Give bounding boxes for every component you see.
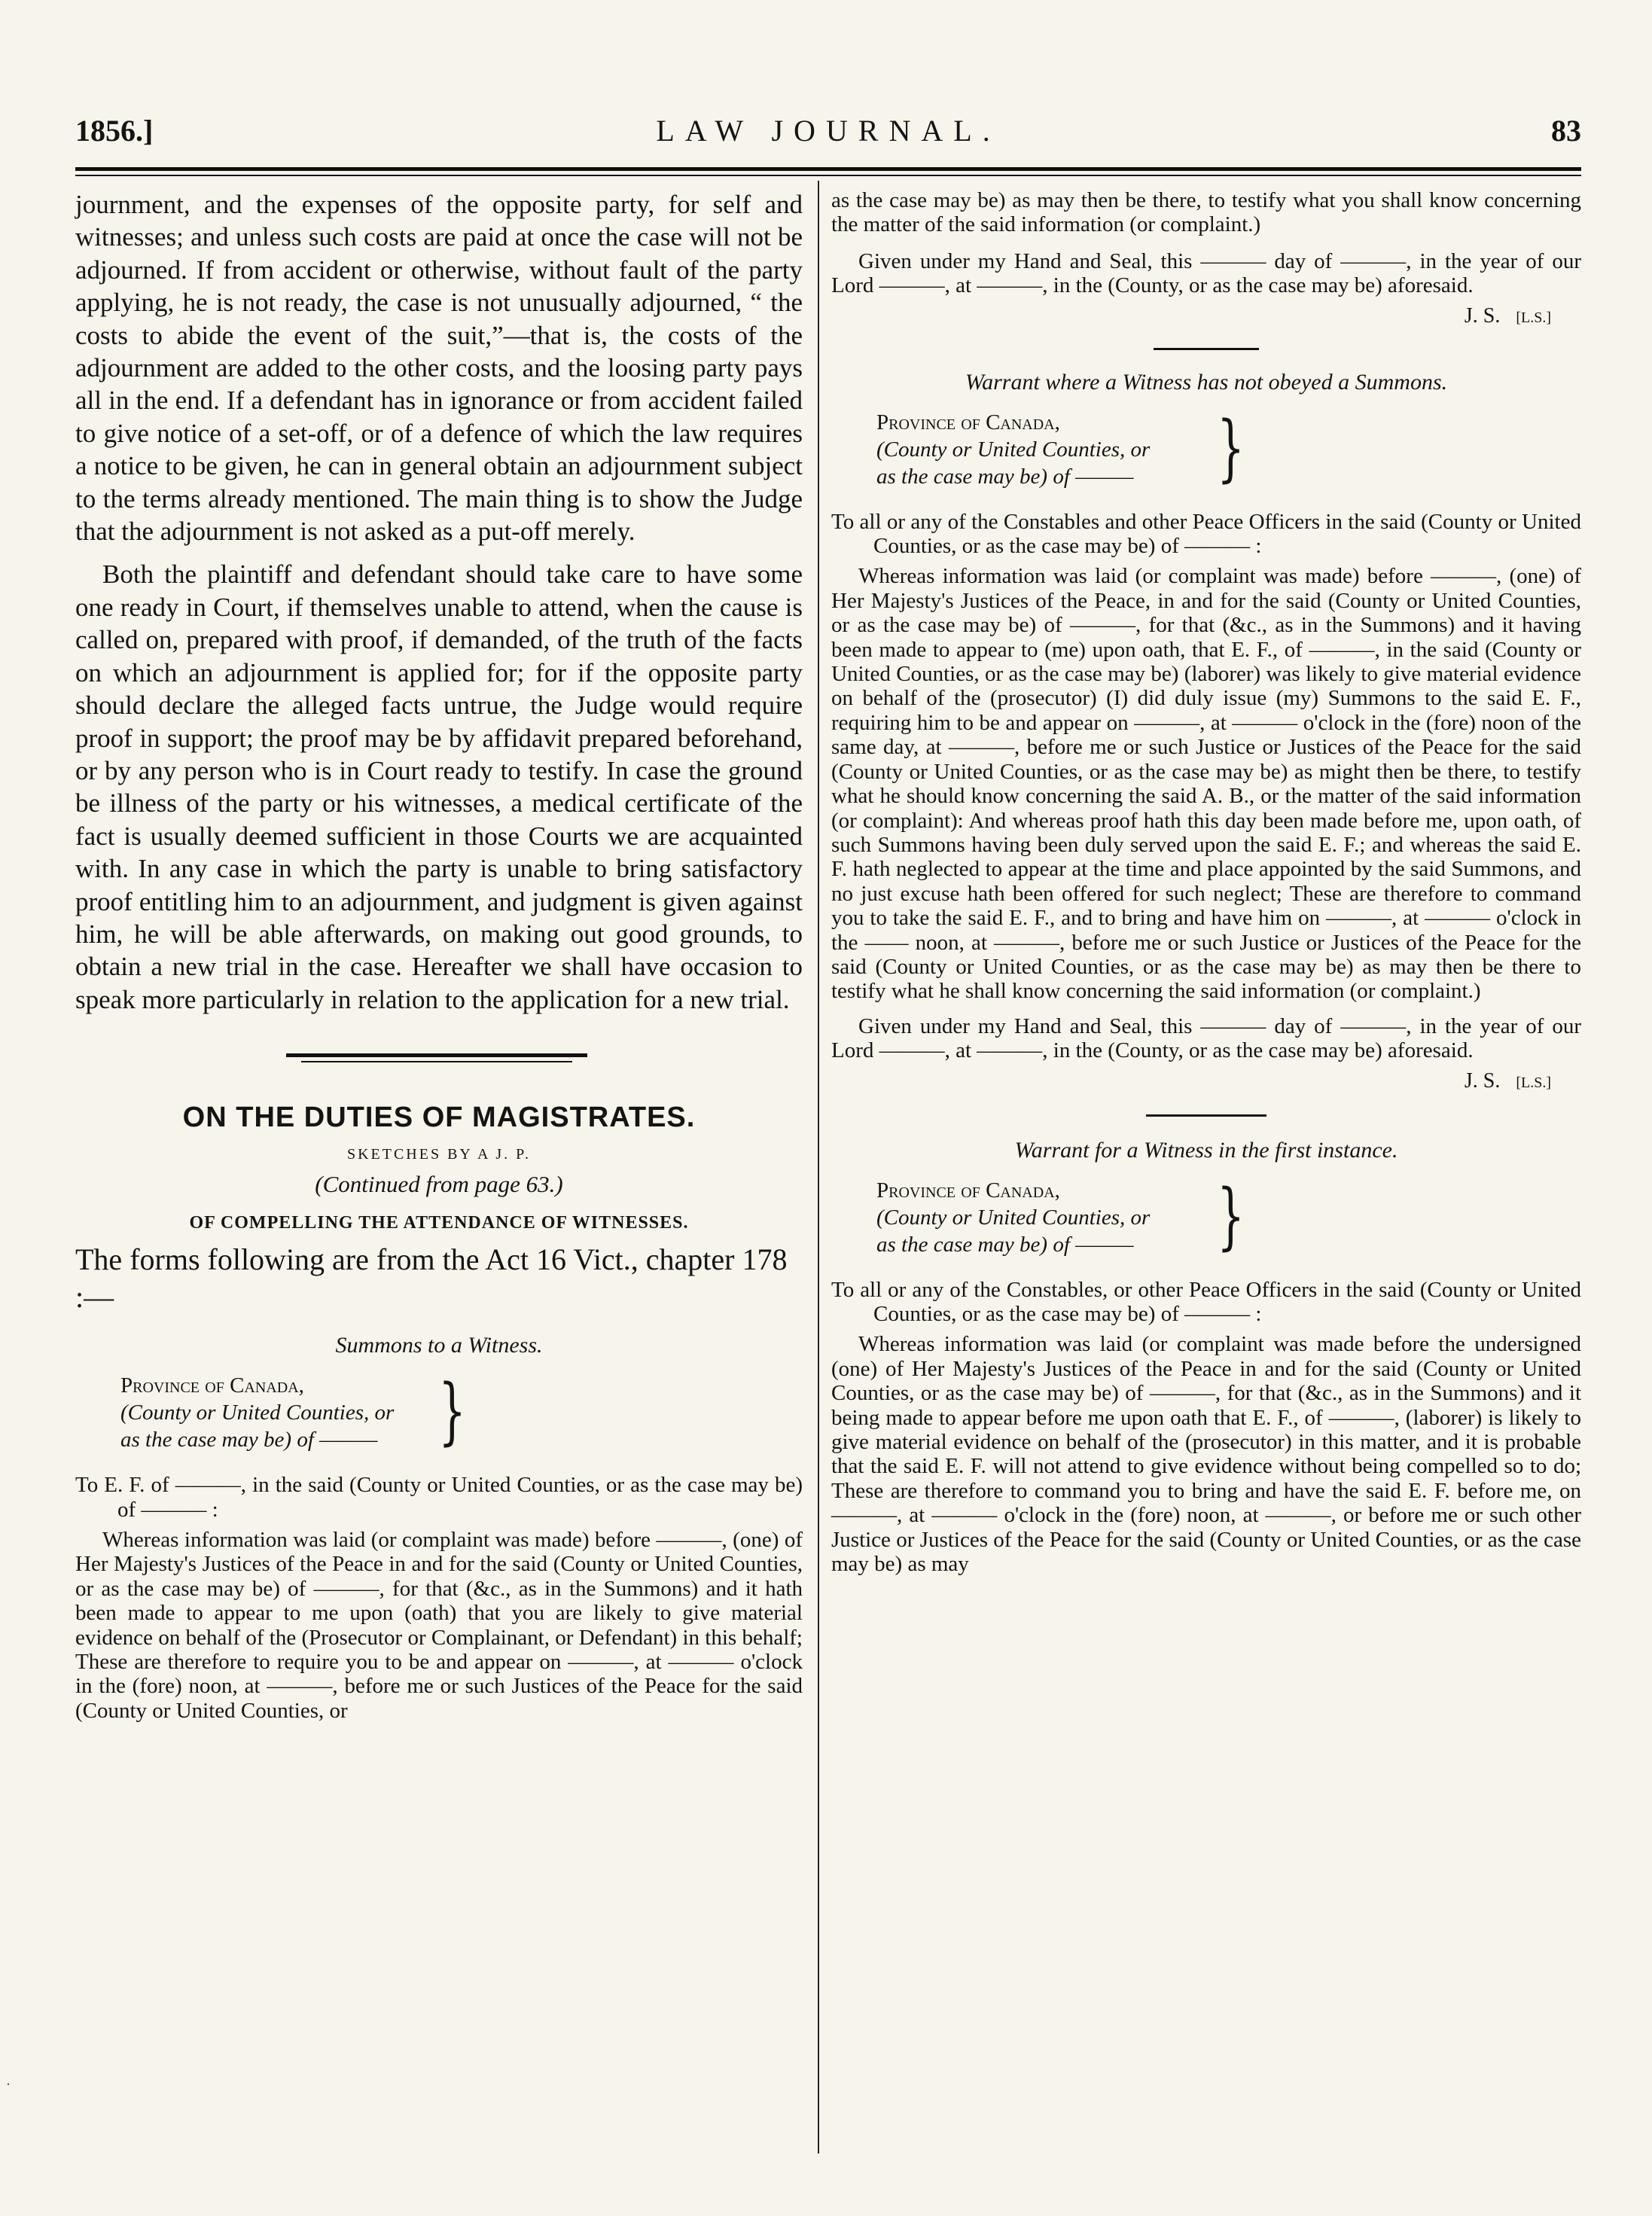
form-title-warrant-not-obeyed: Warrant where a Witness has not obeyed a Summons. xyxy=(965,369,1448,395)
venue-line-1: Province of Canada, xyxy=(120,1373,304,1398)
venue-block-3 xyxy=(876,1173,1581,1267)
warrant-address-1: To all or any of the Constables and other Peace Officers in the said (County or United Counties, or as the case may be) of ——— : xyxy=(831,509,1581,559)
subsection-heading: OF COMPELLING THE ATTENDANCE OF WITNESSES. xyxy=(189,1213,689,1233)
left-column xyxy=(75,188,803,1723)
venue2-line-2: (County or United Counties, or xyxy=(876,437,1151,462)
venue2-line-1: Province of Canada, xyxy=(876,410,1060,434)
venue3-line-1: Province of Canada, xyxy=(876,1178,1060,1202)
signature-2 xyxy=(831,1069,1551,1093)
right-column xyxy=(831,188,1581,1576)
form-title-warrant-first-instance: Warrant for a Witness in the first instance. xyxy=(1014,1137,1398,1163)
article-paragraph-1: journment, and the expenses of the opposite party, for self and witnesses; and unless such costs are paid at once the case will not be adjourned. If from accident or otherwise, without fault of the party applying, he is not ready, the case is not unusually adjourned, “ the costs to abide the event of the suit,”—that is, the costs of the adjournment are added to the other costs, and the loosing party pays all in the end. If a defendant has in ignorance or from accident failed to give notice of a set-off, or of a defence of which the law requires a notice to be given, he can in general obtain an adjournment subject to the terms already mentioned. The main thing is to show the Judge that the adjournment is not asked as a put-off merely. xyxy=(75,190,803,547)
summons-body: Whereas information was laid (or complaint was made) before ———, (one) of Her Majesty's Justices of the Peace in and for the said (County or United Counties, or as the case may be) of ———, for that (&c., as in the Summons) and it hath been made to appear to me upon (oath) that you are likely to give material evidence on behalf of the (Prosecutor or Complainant, or Defendant) in this behalf; These are therefore to require you to be and appear on ———, at ——— o'clock in the (fore) noon, at ———, before me or such Justices of the Peace for the said (County or United Counties, or xyxy=(75,1527,803,1723)
venue2-brace: } xyxy=(1217,405,1245,490)
byline: SKETCHES BY A J. P. xyxy=(346,1146,532,1163)
seal-mark-1: [L.S.] xyxy=(1516,309,1551,326)
signature-1 xyxy=(831,304,1551,328)
header-rule-thin xyxy=(75,175,1581,176)
venue-block-2 xyxy=(876,405,1581,499)
header-year: 1856.] xyxy=(75,114,154,148)
section-title: ON THE DUTIES OF MAGISTRATES. xyxy=(182,1102,696,1134)
header-title: LAW JOURNAL. xyxy=(656,114,1001,148)
signature-initials-1: J. S. xyxy=(1464,303,1501,328)
given-clause-1: Given under my Hand and Seal, this ——— day of ———, in the year of our Lord ———, at ———, in the (County, or as the case may be) aforesaid. xyxy=(831,248,1581,298)
venue-block xyxy=(120,1369,803,1462)
venue3-brace: } xyxy=(1217,1173,1245,1258)
seal-mark-2: [L.S.] xyxy=(1516,1074,1551,1091)
form-title-summons: Summons to a Witness. xyxy=(335,1333,543,1358)
form-separator-1 xyxy=(1154,348,1259,350)
running-head xyxy=(75,113,1581,158)
venue2-line-3: as the case may be) of ——— xyxy=(876,464,1134,489)
warrant-address-2: To all or any of the Constables, or other Peace Officers in the said (County or United Counties, or as the case may be) of ——— : xyxy=(831,1277,1581,1326)
warrant-body-1: Whereas information was laid (or complaint was made) before ———, (one) of Her Majesty's Justices of the Peace, in and for the said (County or United Counties, or as the case may be) of ———, for that (&c., as in the Summons) and it having been made to appear to (me) upon oath, that E. F., of ———, in the said (County or United Counties, or as the case may be) (laborer) was likely to give material evidence on behalf of the (prosecutor) (I) did duly issue (my) Summons to the said E. F., requiring him to be and appear on ———, at ——— o'clock in the (fore) noon of the same day, at ———, before me or such Justice or Justices of the Peace for the said (County or United Counties, or as the case may be) as might then be there, to testify what he should know concerning the said A. B., or the matter of the said information (or complaint): And whereas proof hath this day been made before me, upon oath, of such Summons having been duly served upon the said E. F.; and whereas the said E. F. hath neglected to appear at the time and place appointed by the said Summons, and no just excuse hath been offered for such neglect; These are therefore to command you to take the said E. F., and to bring and have him on ———, at ——— o'clock in the —— noon, at ———, before me or such Justice or Justices of the Peace for the said (County or United Counties, or as the case may be) as may then be there to testify what he shall know concerning the said information (or complaint.) xyxy=(831,564,1581,1004)
article-paragraph-2: Both the plaintiff and defendant should take care to have some one ready in Court, if themselves unable to attend, when the cause is called on, prepared with proof, if demanded, of the truth of the facts on which an adjournment is applied for; for if the opposite party should declare the alleged facts untrue, the Judge would require proof in support; the proof may be by affidavit prepared beforehand, or by any person who is in Court ready to testify. In case the ground be illness of the party or his witnesses, a medical certificate of the fact is usually deemed sufficient in those Courts we are acquainted with. In any case in which the party is unable to bring satisfactory proof entitling him to an adjournment, and judgment is given against him, he will be able afterwards, on making out good grounds, to obtain a new trial in the case. Hereafter we shall have occasion to speak more particularly in relation to the application for a new trial. xyxy=(75,559,803,1014)
column-divider xyxy=(818,181,819,2154)
venue3-line-3: as the case may be) of ——— xyxy=(876,1232,1134,1257)
venue-line-2: (County or United Counties, or xyxy=(120,1401,395,1425)
signature-initials-2: J. S. xyxy=(1464,1068,1501,1093)
summons-continuation: as the case may be) as may then be there, to testify what you shall know concerning the matter of the said information (or complaint.) xyxy=(831,188,1581,237)
header-page-number: 83 xyxy=(1551,114,1581,148)
venue-line-3: as the case may be) of ——— xyxy=(120,1428,378,1452)
header-rule-thick xyxy=(75,167,1581,171)
venue-brace: } xyxy=(438,1369,466,1454)
form-separator-2 xyxy=(1146,1114,1266,1117)
margin-speck: · xyxy=(6,2077,11,2092)
warrant-body-2: Whereas information was laid (or complaint was made before the undersigned (one) of Her Majesty's Justices of the Peace in and for the said (County or United Counties, or as the case may be) of ———, for that (&c., as in the Summons) and it being made to appear before me upon oath that E. F., of ———, (laborer) is likely to give material evidence on behalf of the (prosecutor) in this matter, and it is probable that the said E. F. will not attend to give evidence without being compelled so to do; These are therefore to command you to bring and have the said E. F. before me, on ———, at ——— o'clock in the (fore) noon, at ———, or before me or such other Justice or Justices of the Peace for the said (County or United Counties, or as the case may be) as may xyxy=(831,1332,1581,1577)
summons-address: To E. F. of ———, in the said (County or United Counties, or as the case may be) of ——— : xyxy=(75,1473,803,1522)
section-separator xyxy=(75,1043,803,1073)
continued-note: (Continued from page 63.) xyxy=(315,1171,563,1198)
given-clause-2: Given under my Hand and Seal, this ——— day of ———, in the year of our Lord ———, at ———, in the (County, or as the case may be) aforesaid. xyxy=(831,1014,1581,1063)
venue3-line-2: (County or United Counties, or xyxy=(876,1205,1151,1230)
forms-intro: The forms following are from the Act 16 Vict., chapter 178 :— xyxy=(75,1242,788,1315)
